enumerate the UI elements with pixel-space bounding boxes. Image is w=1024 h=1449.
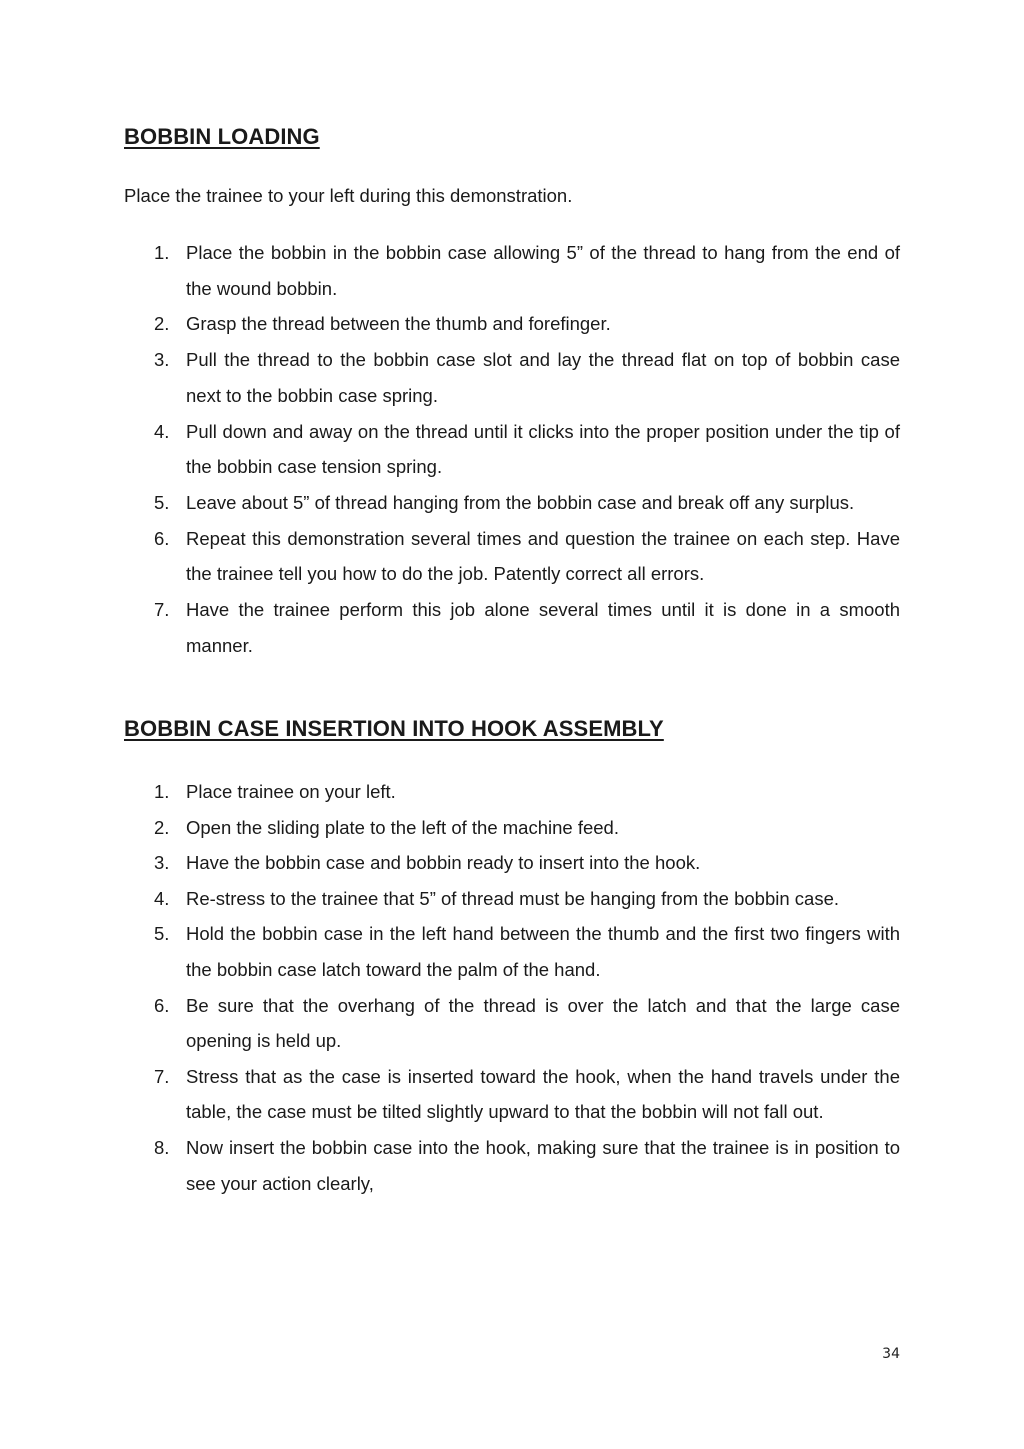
step-number: 1. — [154, 242, 170, 263]
step-text: Now insert the bobbin case into the hook, making sure that the trainee is in position to see your action clearly, — [186, 1136, 900, 1194]
step-number: 4. — [154, 887, 170, 909]
list-item — [124, 988, 900, 1059]
section-heading-bobbin-case-insertion: BOBBIN CASE INSERTION INTO HOOK ASSEMBLY — [124, 716, 664, 741]
step-number: 8. — [154, 1136, 170, 1158]
step-number: 1. — [154, 781, 170, 802]
list-item — [124, 485, 900, 521]
list-item — [124, 521, 900, 592]
step-text: Place trainee on your left. — [186, 781, 396, 802]
list-item — [124, 306, 900, 342]
step-number: 2. — [154, 313, 170, 335]
list-item — [124, 810, 900, 846]
step-text: Be sure that the overhang of the thread is over the latch and that the large case opening is held up. — [186, 994, 900, 1052]
step-number: 5. — [154, 491, 170, 513]
list-item — [124, 414, 900, 485]
list-item — [124, 774, 900, 810]
list-item — [124, 881, 900, 917]
list-item — [124, 1130, 900, 1201]
step-number: 6. — [154, 994, 170, 1016]
step-text: Place the bobbin in the bobbin case allowing 5” of the thread to hang from the end of the wound bobbin. — [186, 242, 900, 299]
step-text: Stress that as the case is inserted toward the hook, when the hand travels under the table, the case must be tilted slightly upward to that the bobbin will not fall out. — [186, 1065, 900, 1123]
step-number: 2. — [154, 816, 170, 838]
list-item — [124, 342, 900, 413]
page-number: 34 — [882, 1346, 900, 1362]
list-item — [124, 592, 900, 663]
step-text: Have the trainee perform this job alone several times until it is done in a smooth manner. — [186, 599, 900, 656]
step-text: Pull the thread to the bobbin case slot and lay the thread flat on top of bobbin case next to the bobbin case spring. — [186, 349, 900, 406]
step-number: 6. — [154, 527, 170, 549]
step-number: 5. — [154, 923, 170, 945]
list-item — [124, 1059, 900, 1130]
step-number: 3. — [154, 349, 170, 371]
step-text: Repeat this demonstration several times and question the trainee on each step. Have the trainee tell you how to do the job. Patently correct all errors. — [186, 527, 900, 585]
bobbin-case-insertion-steps — [124, 774, 900, 1201]
step-text: Leave about 5” of thread hanging from the bobbin case and break off any surplus. — [186, 491, 855, 513]
step-text: Pull down and away on the thread until it clicks into the proper position under the tip of the bobbin case tension spring. — [186, 420, 900, 478]
section-heading-bobbin-loading: BOBBIN LOADING — [124, 124, 320, 149]
step-number: 7. — [154, 1065, 170, 1087]
step-number: 7. — [154, 599, 170, 621]
step-text: Grasp the thread between the thumb and forefinger. — [186, 313, 611, 335]
list-item — [124, 845, 900, 881]
list-item — [124, 916, 900, 987]
step-number: 4. — [154, 420, 170, 442]
step-text: Re-stress to the trainee that 5” of thread must be hanging from the bobbin case. — [186, 887, 840, 909]
intro-paragraph: Place the trainee to your left during this demonstration. — [124, 185, 573, 206]
list-item — [124, 235, 900, 306]
step-text: Have the bobbin case and bobbin ready to insert into the hook. — [186, 852, 701, 874]
step-number: 3. — [154, 852, 170, 874]
bobbin-loading-steps — [124, 235, 900, 663]
step-text: Hold the bobbin case in the left hand between the thumb and the first two fingers with the bobbin case latch toward the palm of the hand. — [186, 923, 900, 980]
step-text: Open the sliding plate to the left of the machine feed. — [186, 816, 619, 838]
